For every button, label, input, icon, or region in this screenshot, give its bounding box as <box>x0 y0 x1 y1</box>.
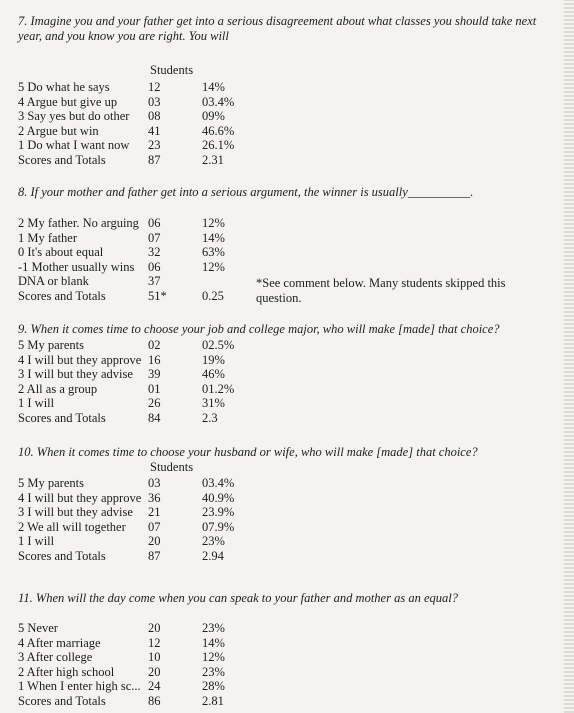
question-11-title: 11. When will the day come when you can speak to your father and mother as an equal? <box>18 591 458 605</box>
table-row <box>18 124 558 139</box>
row-count: 86 <box>148 693 161 708</box>
row-label: 3 Say yes but do other <box>18 109 130 123</box>
row-label: 5 My parents <box>18 476 84 490</box>
row-label: Scores and Totals <box>18 548 106 563</box>
question-10-students-header: Students <box>150 460 194 474</box>
row-count: 26 <box>148 396 161 410</box>
row-label: Scores and Totals <box>18 693 106 708</box>
row-label: DNA or blank <box>18 274 89 288</box>
row-label: 4 After marriage <box>18 635 101 650</box>
row-pct: 07.9% <box>202 519 235 534</box>
table-row <box>18 665 558 680</box>
row-label: 1 When I enter high sc... <box>18 679 141 693</box>
row-pct: 03.4% <box>202 476 235 490</box>
row-count: 07 <box>148 230 161 245</box>
row-pct: 02.5% <box>202 338 235 352</box>
row-pct: 14% <box>202 230 225 245</box>
table-row <box>18 396 558 411</box>
row-pct: 0.25 <box>202 288 224 303</box>
row-count: 20 <box>148 534 161 548</box>
row-count: 87 <box>148 152 161 167</box>
row-pct: 12% <box>202 650 225 664</box>
row-count: 07 <box>148 519 161 534</box>
row-label: 1 My father <box>18 230 78 245</box>
row-pct: 23% <box>202 621 225 635</box>
table-row <box>18 216 558 231</box>
row-label: 5 Never <box>18 621 58 635</box>
question-8-comment: *See comment below. Many students skipped this question. <box>256 276 506 305</box>
table-row <box>18 353 558 368</box>
row-count: 24 <box>148 679 161 693</box>
row-count: 12 <box>148 635 161 650</box>
table-row <box>18 520 558 535</box>
row-pct: 23% <box>202 664 225 679</box>
table-row <box>18 505 558 520</box>
row-count: 20 <box>148 664 161 679</box>
row-label: 1 Do what I want now <box>18 138 130 152</box>
row-label: 4 I will but they approve <box>18 352 142 367</box>
table-row <box>18 549 558 564</box>
row-pct: 63% <box>202 245 225 259</box>
row-count: 03 <box>148 476 161 490</box>
table-row <box>18 694 558 709</box>
row-pct: 26.1% <box>202 138 235 152</box>
row-pct: 12% <box>202 259 225 274</box>
row-label: 1 I will <box>18 534 55 548</box>
row-label: 3 I will but they advise <box>18 367 133 381</box>
question-7-students-header: Students <box>150 63 194 77</box>
row-count: 01 <box>148 381 161 396</box>
table-row <box>18 80 558 95</box>
row-label: 2 All as a group <box>18 381 98 396</box>
row-label: -1 Mother usually wins <box>18 259 135 274</box>
row-count: 08 <box>148 109 161 123</box>
page-edge-scan-artifact <box>564 0 574 713</box>
table-row <box>18 476 558 491</box>
row-label: 3 I will but they advise <box>18 505 133 519</box>
row-count: 02 <box>148 338 161 352</box>
row-count: 84 <box>148 410 161 425</box>
table-row <box>18 338 558 353</box>
question-8-title: 8. If your mother and father get into a serious argument, the winner is usually__________. <box>18 185 474 199</box>
table-row <box>18 231 558 246</box>
row-count: 21 <box>148 505 161 519</box>
row-count: 12 <box>148 80 161 94</box>
row-pct: 09% <box>202 109 225 123</box>
row-pct: 19% <box>202 352 225 367</box>
question-9-title: 9. When it comes time to choose your job and college major, who will make [made] that choice? <box>18 322 500 336</box>
table-row <box>18 367 558 382</box>
row-count: 03 <box>148 94 161 109</box>
table-row <box>18 109 558 124</box>
table-row <box>18 621 558 636</box>
row-pct: 14% <box>202 80 225 94</box>
row-pct: 01.2% <box>202 381 235 396</box>
row-label: Scores and Totals <box>18 410 106 425</box>
row-label: 2 My father. No arguing <box>18 216 139 230</box>
table-row <box>18 382 558 397</box>
table-row <box>18 679 558 694</box>
table-row <box>18 245 558 260</box>
row-pct: 14% <box>202 635 225 650</box>
row-pct: 12% <box>202 216 225 230</box>
row-count: 10 <box>148 650 161 664</box>
table-row <box>18 95 558 110</box>
table-row <box>18 650 558 665</box>
row-count: 51* <box>148 288 167 303</box>
row-label: 0 It's about equal <box>18 245 104 259</box>
row-label: Scores and Totals <box>18 152 106 167</box>
row-count: 06 <box>148 259 161 274</box>
row-count: 37 <box>148 274 161 288</box>
row-count: 23 <box>148 138 161 152</box>
row-label: Scores and Totals <box>18 288 106 303</box>
row-label: 4 Argue but give up <box>18 94 118 109</box>
row-count: 32 <box>148 245 161 259</box>
row-pct: 46% <box>202 367 225 381</box>
row-pct: 40.9% <box>202 490 235 505</box>
question-7-title: 7. Imagine you and your father get into a serious disagreement about what classes you should take next year, and you know you are right. You will <box>18 14 537 43</box>
row-pct: 2.31 <box>202 152 224 167</box>
row-label: 1 I will <box>18 396 55 410</box>
row-count: 87 <box>148 548 161 563</box>
table-row <box>18 138 558 153</box>
table-row <box>18 260 558 275</box>
row-count: 20 <box>148 621 161 635</box>
row-pct: 23% <box>202 534 225 548</box>
row-pct: 31% <box>202 396 225 410</box>
row-count: 06 <box>148 216 161 230</box>
row-label: 5 My parents <box>18 338 84 352</box>
table-row <box>18 534 558 549</box>
table-row <box>18 636 558 651</box>
row-pct: 03.4% <box>202 94 235 109</box>
table-row <box>18 491 558 506</box>
row-pct: 46.6% <box>202 123 235 138</box>
row-label: 3 After college <box>18 650 93 664</box>
table-row <box>18 411 558 426</box>
row-pct: 23.9% <box>202 505 235 519</box>
row-count: 16 <box>148 352 161 367</box>
question-10-title: 10. When it comes time to choose your husband or wife, who will make [made] that choice? <box>18 445 478 459</box>
row-pct: 2.81 <box>202 693 224 708</box>
row-label: 5 Do what he says <box>18 80 110 94</box>
row-label: 2 We all will together <box>18 519 126 534</box>
row-count: 39 <box>148 367 161 381</box>
row-pct: 2.94 <box>202 548 224 563</box>
row-label: 2 Argue but win <box>18 123 99 138</box>
row-pct: 28% <box>202 679 225 693</box>
table-row <box>18 153 558 168</box>
row-count: 41 <box>148 123 161 138</box>
row-count: 36 <box>148 490 161 505</box>
row-label: 2 After high school <box>18 664 115 679</box>
row-pct: 2.3 <box>202 410 218 425</box>
row-label: 4 I will but they approve <box>18 490 142 505</box>
